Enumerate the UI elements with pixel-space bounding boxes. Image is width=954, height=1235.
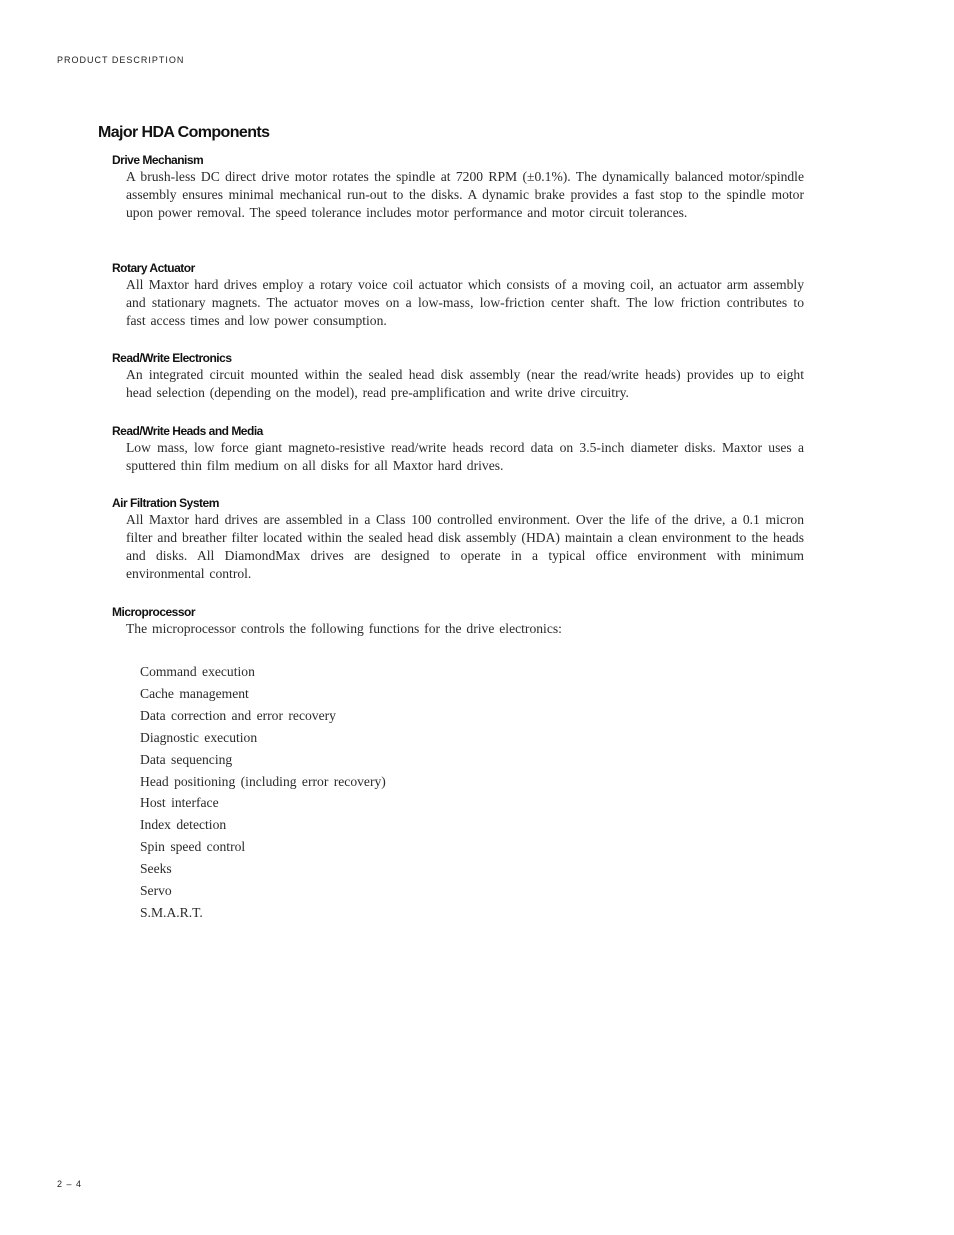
subsection-heading: Air Filtration System (112, 496, 219, 510)
running-header: PRODUCT DESCRIPTION (57, 55, 185, 65)
section-title: Major HDA Components (98, 124, 270, 141)
list-item: Seeks (140, 861, 172, 877)
list-item: Data correction and error recovery (140, 707, 336, 723)
list-item: Servo (140, 883, 172, 899)
list-item: Spin speed control (140, 839, 246, 855)
subsection-text: An integrated circuit mounted within the sealed head disk assembly (near the read/write heads) provides up to eight head selection (depending on the model), read pre-amplification and write drive circuitry. (126, 367, 804, 400)
subsection-text: A brush-less DC direct drive motor rotates the spindle at 7200 RPM (±0.1%). The dynamically balanced motor/spindle assembly ensures minimal mechanical run-out to the disks. A dynamic brake provides a fast stop to the spindle motor upon power removal. The speed tolerance includes motor performance and motor circuit tolerances. (126, 169, 804, 220)
subsection-read-write-heads-media (112, 423, 804, 475)
subsection-drive-mechanism (112, 152, 804, 222)
list-item: Head positioning (including error recovery) (140, 773, 386, 789)
microprocessor-function-list (140, 661, 386, 924)
subsection-text: The microprocessor controls the following functions for the drive electronics: (126, 621, 562, 636)
subsection-heading: Drive Mechanism (112, 153, 204, 167)
list-item: Command execution (140, 664, 255, 679)
subsection-read-write-electronics (112, 350, 804, 402)
subsection-text: Low mass, low force giant magneto-resistive read/write heads record data on 3.5-inch diameter disks. Maxtor uses a sputtered thin film medium on all disks for all Maxtor hard drives. (126, 440, 804, 473)
subsection-heading: Rotary Actuator (112, 261, 195, 275)
page-number: 2 – 4 (57, 1179, 83, 1189)
list-item: Index detection (140, 817, 227, 833)
subsection-heading: Read/Write Electronics (112, 351, 232, 365)
subsection-heading: Microprocessor (112, 605, 196, 619)
subsection-heading: Read/Write Heads and Media (112, 424, 263, 438)
subsection-text: All Maxtor hard drives employ a rotary voice coil actuator which consists of a moving coil, an actuator arm assembly and stationary magnets. The actuator moves on a low-mass, low-friction center shaft. The low friction contributes to fast access times and low power consumption. (126, 277, 804, 328)
subsection-rotary-actuator (112, 260, 804, 330)
list-item: Data sequencing (140, 751, 233, 767)
subsection-microprocessor (112, 604, 804, 638)
list-item: Host interface (140, 795, 219, 811)
list-item: S.M.A.R.T. (140, 904, 203, 920)
list-item: Cache management (140, 685, 249, 701)
subsection-air-filtration-system (112, 495, 804, 583)
subsection-text: All Maxtor hard drives are assembled in a Class 100 controlled environment. Over the life of the drive, a 0.1 micron filter and breather filter located within the sealed head disk assembly (HDA) maintain a clean environment to the heads and disks. All DiamondMax drives are designed to operate in a typical office environment with minimum environmental control. (126, 512, 804, 581)
list-item: Diagnostic execution (140, 729, 258, 745)
